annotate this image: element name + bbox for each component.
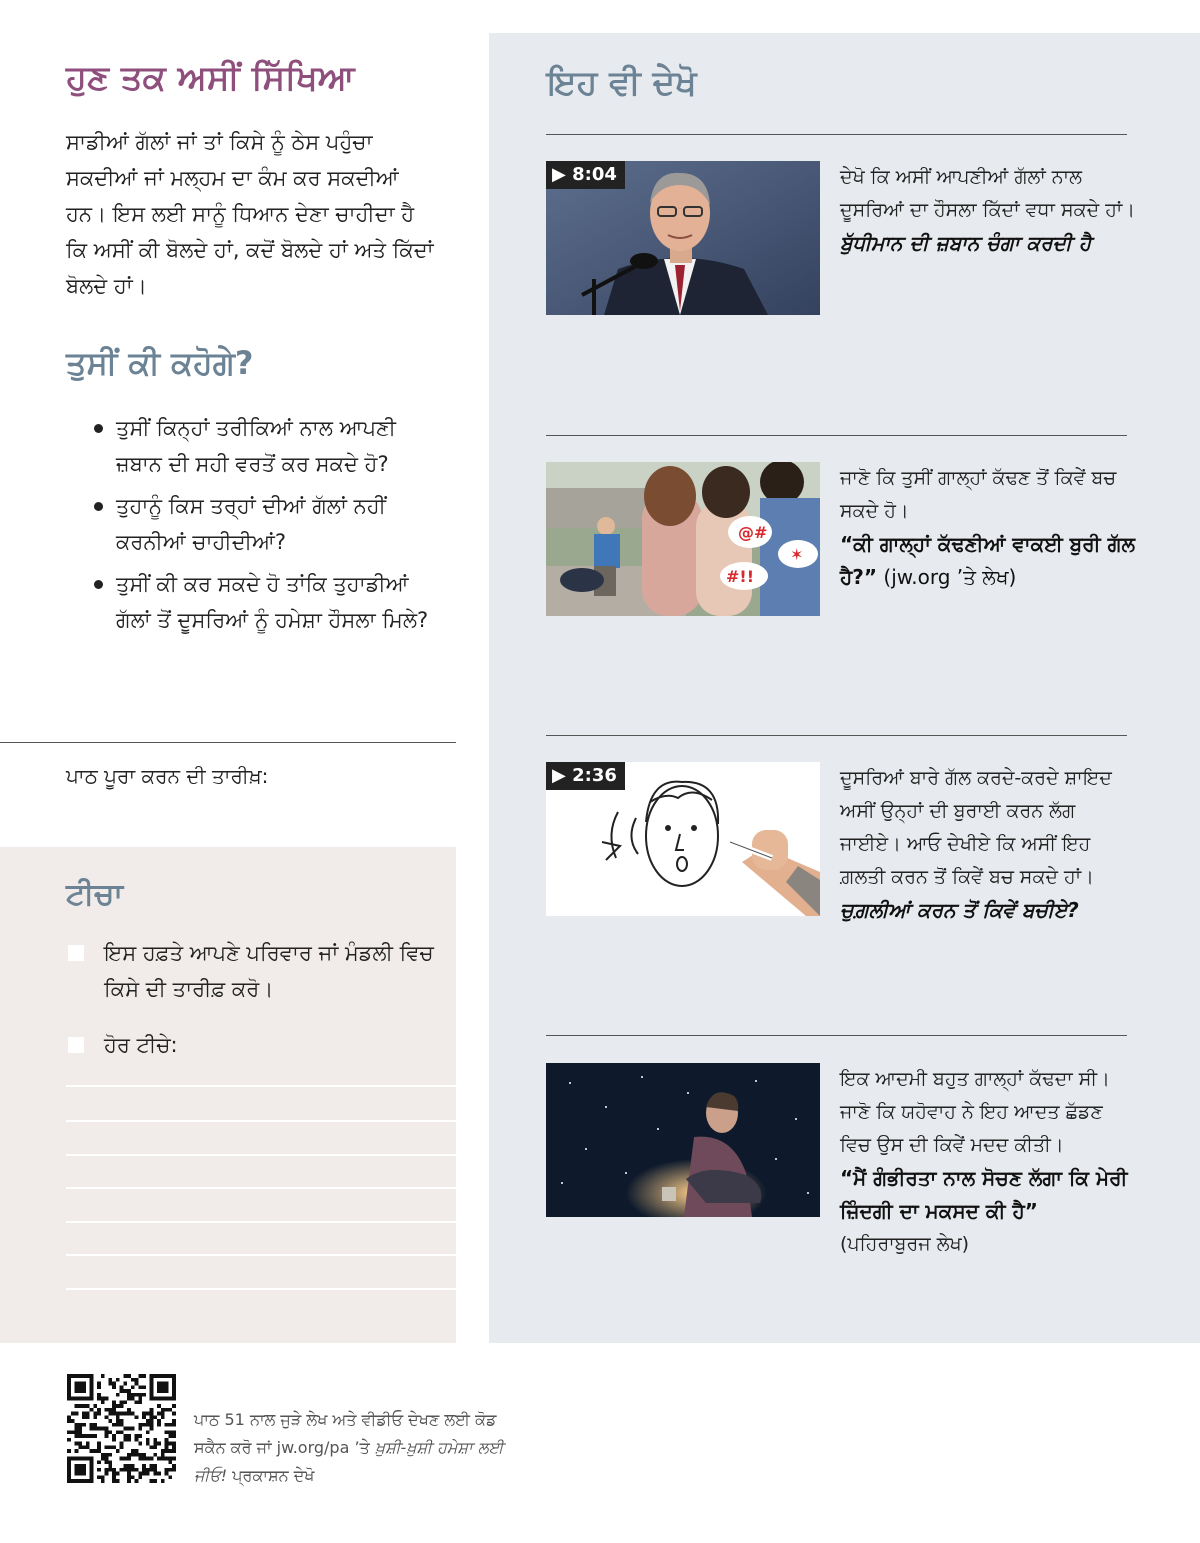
item-text [840,161,1136,260]
item-description: ਦੂਸਰਿਆਂ ਬਾਰੇ ਗੱਲ ਕਰਦੇ-ਕਰਦੇ ਸ਼ਾਇਦ ਅਸੀਂ ਉਨ੍ਹਾਂ ਦੀ ਬੁਰਾਈ ਕਰਨ ਲੱਗ ਜਾਈਏ। ਆਓ ਦੇਖੀਏ ਕਿ ਅਸੀਂ ਇਹ ਗ਼ਲਤੀ ਕਰਨ ਤੋਂ ਕਿਵੇਂ ਬਚ ਸਕਦੇ ਹਾਂ। [840,767,1112,888]
question-list [92,410,440,644]
write-line[interactable] [66,1154,456,1156]
item-text [840,1063,1136,1261]
video-title-link[interactable]: ਚੁਗ਼ਲੀਆਂ ਕਰਨ ਤੋਂ ਕਿਵੇਂ ਬਚੀਏ? [840,898,1079,922]
see-also-item [546,762,1136,942]
video-title-link[interactable]: ਬੁੱਧੀਮਾਨ ਦੀ ਜ਼ਬਾਨ ਚੰਗਾ ਕਰਦੀ ਹੈ [840,231,1091,255]
svg-text:@#: @# [738,523,768,542]
item-text [840,762,1136,927]
goal-heading: ਟੀਚਾ [66,877,124,912]
see-also-item [546,161,1136,341]
write-line[interactable] [66,1120,456,1122]
divider [546,134,1127,135]
article-thumbnail-teens[interactable] [546,462,820,616]
question-item: ਤੁਸੀਂ ਕਿਨ੍ਹਾਂ ਤਰੀਕਿਆਂ ਨਾਲ ਆਪਣੀ ਜ਼ਬਾਨ ਦੀ ਸਹੀ ਵਰਤੋਂ ਕਰ ਸਕਦੇ ਹੋ? [92,410,440,482]
goal-item [66,1027,436,1063]
divider [546,435,1127,436]
article-thumbnail-night-sky[interactable] [546,1063,820,1217]
learned-heading: ਹੁਣ ਤਕ ਅਸੀਂ ਸਿੱਖਿਆ [66,58,355,98]
see-also-panel [489,33,1200,1343]
item-description: ਇਕ ਆਦਮੀ ਬਹੁਤ ਗਾਲ੍ਹਾਂ ਕੱਢਦਾ ਸੀ। ਜਾਣੋ ਕਿ ਯਹੋਵਾਹ ਨੇ ਇਹ ਆਦਤ ਛੱਡਣ ਵਿਚ ਉਸ ਦੀ ਕਿਵੇਂ ਮਦਦ ਕੀਤੀ। [840,1068,1110,1156]
article-source-note: (ਪਹਿਰਾਬੁਰਜ ਲੇਖ) [840,1233,970,1255]
see-also-heading: ਇਹ ਵੀ ਦੇਖੋ [547,63,697,103]
goal-item [66,935,436,1007]
see-also-item [546,1063,1136,1255]
write-line[interactable] [66,1254,456,1256]
video-duration: ▶ 8:04 [546,161,625,189]
video-thumbnail-speaker[interactable] [546,161,820,315]
svg-text:✶: ✶ [790,545,804,564]
other-goals-checkbox[interactable] [68,1037,84,1053]
footer-line1: ਪਾਠ 51 ਨਾਲ ਜੁੜੇ ਲੇਖ ਅਤੇ ਵੀਡੀਓ ਦੇਖਣ ਲਈ ਕੋਡ ਸਕੈਨ ਕਰੋ ਜਾਂ jw.org/pa ’ਤੇ [194,1410,497,1457]
question-item: ਤੁਸੀਂ ਕੀ ਕਰ ਸਕਦੇ ਹੋ ਤਾਂਕਿ ਤੁਹਾਡੀਆਂ ਗੱਲਾਂ ਤੋਂ ਦੂਸਰਿਆਂ ਨੂੰ ਹਮੇਸ਼ਾ ਹੌਸਲਾ ਮਿਲੇ? [92,566,440,638]
other-goals-label: ਹੋਰ ਟੀਚੇ: [104,1033,178,1057]
footer-line2: ਪ੍ਰਕਾਸ਼ਨ ਦੇਖੋ [227,1466,315,1485]
video-duration: ▶ 2:36 [546,762,625,790]
write-line[interactable] [66,1085,456,1087]
publication-name: ਖ਼ੁਸ਼ੀ-ਖ਼ੁਸ਼ੀ ਹਮੇਸ਼ਾ ਲਈ ਜੀਓ! [194,1438,504,1485]
item-description: ਦੇਖੋ ਕਿ ਅਸੀਂ ਆਪਣੀਆਂ ਗੱਲਾਂ ਨਾਲ ਦੂਸਰਿਆਂ ਦਾ ਹੌਸਲਾ ਕਿੱਦਾਂ ਵਧਾ ਸਕਦੇ ਹਾਂ। [840,166,1136,221]
svg-text:#!!: #!! [726,567,754,586]
divider [546,735,1127,736]
footer-note [194,1406,524,1490]
video-thumbnail-drawing[interactable] [546,762,820,916]
write-line[interactable] [66,1187,456,1189]
qr-code-icon[interactable] [67,1374,176,1483]
completion-date-label: ਪਾਠ ਪੂਰਾ ਕਰਨ ਦੀ ਤਾਰੀਖ਼: [66,764,269,788]
left-column [0,0,456,1343]
goal-checkbox[interactable] [68,945,84,961]
item-text [840,462,1136,594]
item-description: ਜਾਣੋ ਕਿ ਤੁਸੀਂ ਗਾਲ੍ਹਾਂ ਕੱਢਣ ਤੋਂ ਕਿਵੇਂ ਬਚ ਸਕਦੇ ਹੋ। [840,467,1117,522]
write-line[interactable] [66,1288,456,1290]
divider [546,1035,1127,1036]
write-line[interactable] [66,1221,456,1223]
article-title[interactable]: “ਕੀ ਗਾਲ੍ਹਾਂ ਕੱਢਣੀਆਂ ਵਾਕਈ ਬੁਰੀ ਗੱਲ ਹੈ?” [840,532,1136,589]
article-source-note: (jw.org ’ਤੇ ਲੇਖ) [877,565,1017,589]
goal-box [0,847,456,1343]
learned-summary: ਸਾਡੀਆਂ ਗੱਲਾਂ ਜਾਂ ਤਾਂ ਕਿਸੇ ਨੂੰ ਠੇਸ ਪਹੁੰਚਾ ਸਕਦੀਆਂ ਜਾਂ ਮਲ੍ਹਮ ਦਾ ਕੰਮ ਕਰ ਸਕਦੀਆਂ ਹਨ। ਇਸ ਲਈ ਸਾਨੂੰ ਧਿਆਨ ਦੇਣਾ ਚਾਹੀਦਾ ਹੈ ਕਿ ਅਸੀਂ ਕੀ ਬੋਲਦੇ ਹਾਂ, ਕਦੋਂ ਬੋਲਦੇ ਹਾਂ ਅਤੇ ਕਿੱਦਾਂ ਬੋਲਦੇ ਹਾਂ। [66,130,434,298]
goal-item-label: ਇਸ ਹਫ਼ਤੇ ਆਪਣੇ ਪਰਿਵਾਰ ਜਾਂ ਮੰਡਲੀ ਵਿਚ ਕਿਸੇ ਦੀ ਤਾਰੀਫ਼ ਕਰੋ। [104,941,434,1001]
divider [0,742,456,743]
article-title-link[interactable]: “ਮੈਂ ਗੰਭੀਰਤਾ ਨਾਲ ਸੋਚਣ ਲੱਗਾ ਕਿ ਮੇਰੀ ਜ਼ਿੰਦਗੀ ਦਾ ਮਕਸਦ ਕੀ ਹੈ” [840,1166,1128,1223]
see-also-item [546,462,1136,642]
article-title-link[interactable] [840,528,1136,594]
what-say-heading: ਤੁਸੀਂ ਕੀ ਕਹੋਗੇ? [66,344,254,382]
question-item: ਤੁਹਾਨੂੰ ਕਿਸ ਤਰ੍ਹਾਂ ਦੀਆਂ ਗੱਲਾਂ ਨਹੀਂ ਕਰਨੀਆਂ ਚਾਹੀਦੀਆਂ? [92,488,440,560]
